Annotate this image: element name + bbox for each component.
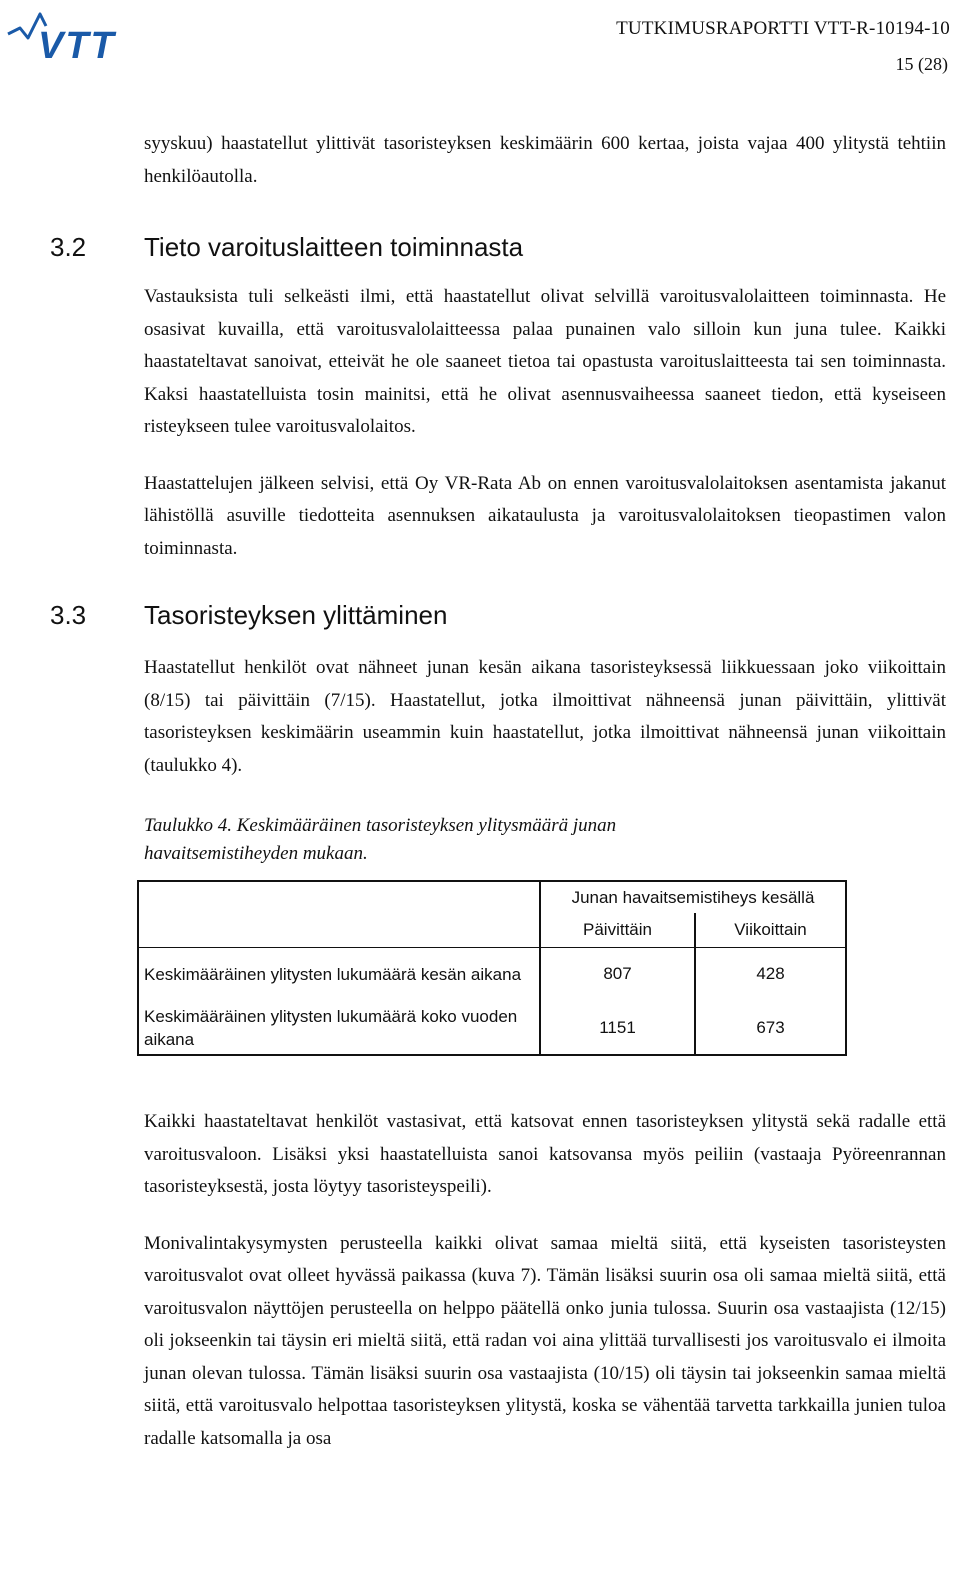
data-table [137,880,847,1056]
section-3-2-heading [50,230,946,264]
cell-value: 1151 [540,1001,695,1055]
section-title: Tieto varoituslaitteen toiminnasta [144,232,524,262]
cell-value: 673 [756,1017,785,1037]
table-caption-line-1: Taulukko 4. Keskimääräinen tasoristeyksen ylitysmäärä junan [144,815,617,836]
table-row [138,1001,846,1055]
section-3-2-paragraph-2: Haastattelujen jälkeen selvisi, että Oy VR-Rata Ab on ennen varoitusvalolaitoksen asentamista jakanut lähistöllä asuville tiedotteita asennuksen aikataulusta ja varoitusvalolaitoksen tieopastimen valon toiminnasta. [144,472,946,559]
group-header: Junan havaitsemistiheys kesällä [571,887,815,907]
table-caption-line-2: havaitsemistiheyden mukaan. [144,843,368,864]
table-header-row [138,881,846,913]
intro-paragraph: syyskuu) haastatellut ylittivät tasoristeyksen keskimäärin 600 kertaa, joista vajaa 400 ylitystä tehtiin henkilöautolla. [144,133,946,187]
after-table-paragraph-2: Monivalintakysymysten perusteella kaikki olivat samaa mieltä siitä, että kyseisten tasoristeysten varoitusvalot ovat olleet hyvässä paikassa (kuva 7). Tämän lisäksi suurin osa oli samaa mieltä siitä, että varoitusvalon näyttöjen perusteella on helppo päätellä onko junia tulossa. Suurin osa vastaajista (12/15) oli jokseenkin tai täysin eri mieltä siitä, että radan voi aina ylittää turvallisesti jos varoitusvalo ei ilmoita junan olevan tulossa. Tämän lisäksi suurin osa vastaajista (10/15) oli täysin tai jokseenkin samaa mieltä siitä, että varoitusvalo helpottaa tasoristeyksen ylitystä, koska se vähentää tarvetta tarkkailla junien tuloa radalle katsomalla ja osa [144,1232,946,1449]
vtt-logo [6,8,156,62]
section-title: Tasoristeyksen ylittäminen [144,600,448,630]
cell-value: 428 [695,947,846,1001]
section-number: 3.2 [50,232,87,262]
page-content [50,128,946,1455]
section-3-2-paragraph-1: Vastauksista tuli selkeästi ilmi, että haastatellut olivat selvillä varoitusvalolaitteen toiminnasta. He osasivat kuvailla, että varoitusvalolaitteessa palaa punainen valo silloin kun juna tulee. Kaikki haastateltavat sanoivat, etteivät he ole saaneet tietoa tai opastusta varoituslaitteesta tai sen toiminnasta. Kaksi haastatelluista tosin mainitsi, että he olivat asennusvaiheessa saaneet tiedon, että kyseiseen risteykseen tulee varoitusvalolaitos. [144,286,946,437]
row-label: Keskimääräinen ylitysten lukumäärä kesän aikana [138,947,540,1001]
logo-text: VTT [38,25,116,62]
section-3-3-heading [50,598,946,632]
section-number: 3.3 [50,600,87,630]
empty-header-cell [138,881,540,947]
table-row [138,947,846,1001]
cell-value: 807 [540,947,695,1001]
section-3-3-paragraph: Haastatellut henkilöt ovat nähneet junan kesän aikana tasoristeyksessä liikkuessaan joko viikoittain (8/15) tai päivittäin (7/15). Haastatellut, jotka ilmoittivat nähneensä junan päivittäin, ylittivät tasoristeyksen keskimäärin useammin kuin haastatellut, jotka ilmoittivat nähneensä junan viikoittain (taulukko 4). [144,657,946,776]
table-caption [144,812,946,868]
column-header-weekly: Viikoittain [734,919,807,939]
column-header-daily: Päivittäin [540,913,695,947]
after-table-paragraph-1: Kaikki haastateltavat henkilöt vastasivat, että katsovat ennen tasoristeyksen ylitystä sekä radalle että varoitusvaloon. Lisäksi yksi haastatelluista sanoi katsovansa myös peiliin (vastaaja Pyöreenrannan tasoristeyksestä, josta löytyy tasoristeyspeili). [144,1111,946,1197]
row-label: Keskimääräinen ylitysten lukumäärä koko vuoden aikana [138,1001,540,1055]
report-id: TUTKIMUSRAPORTTI VTT-R-10194-10 [616,18,950,39]
page-number: 15 (28) [895,54,948,74]
